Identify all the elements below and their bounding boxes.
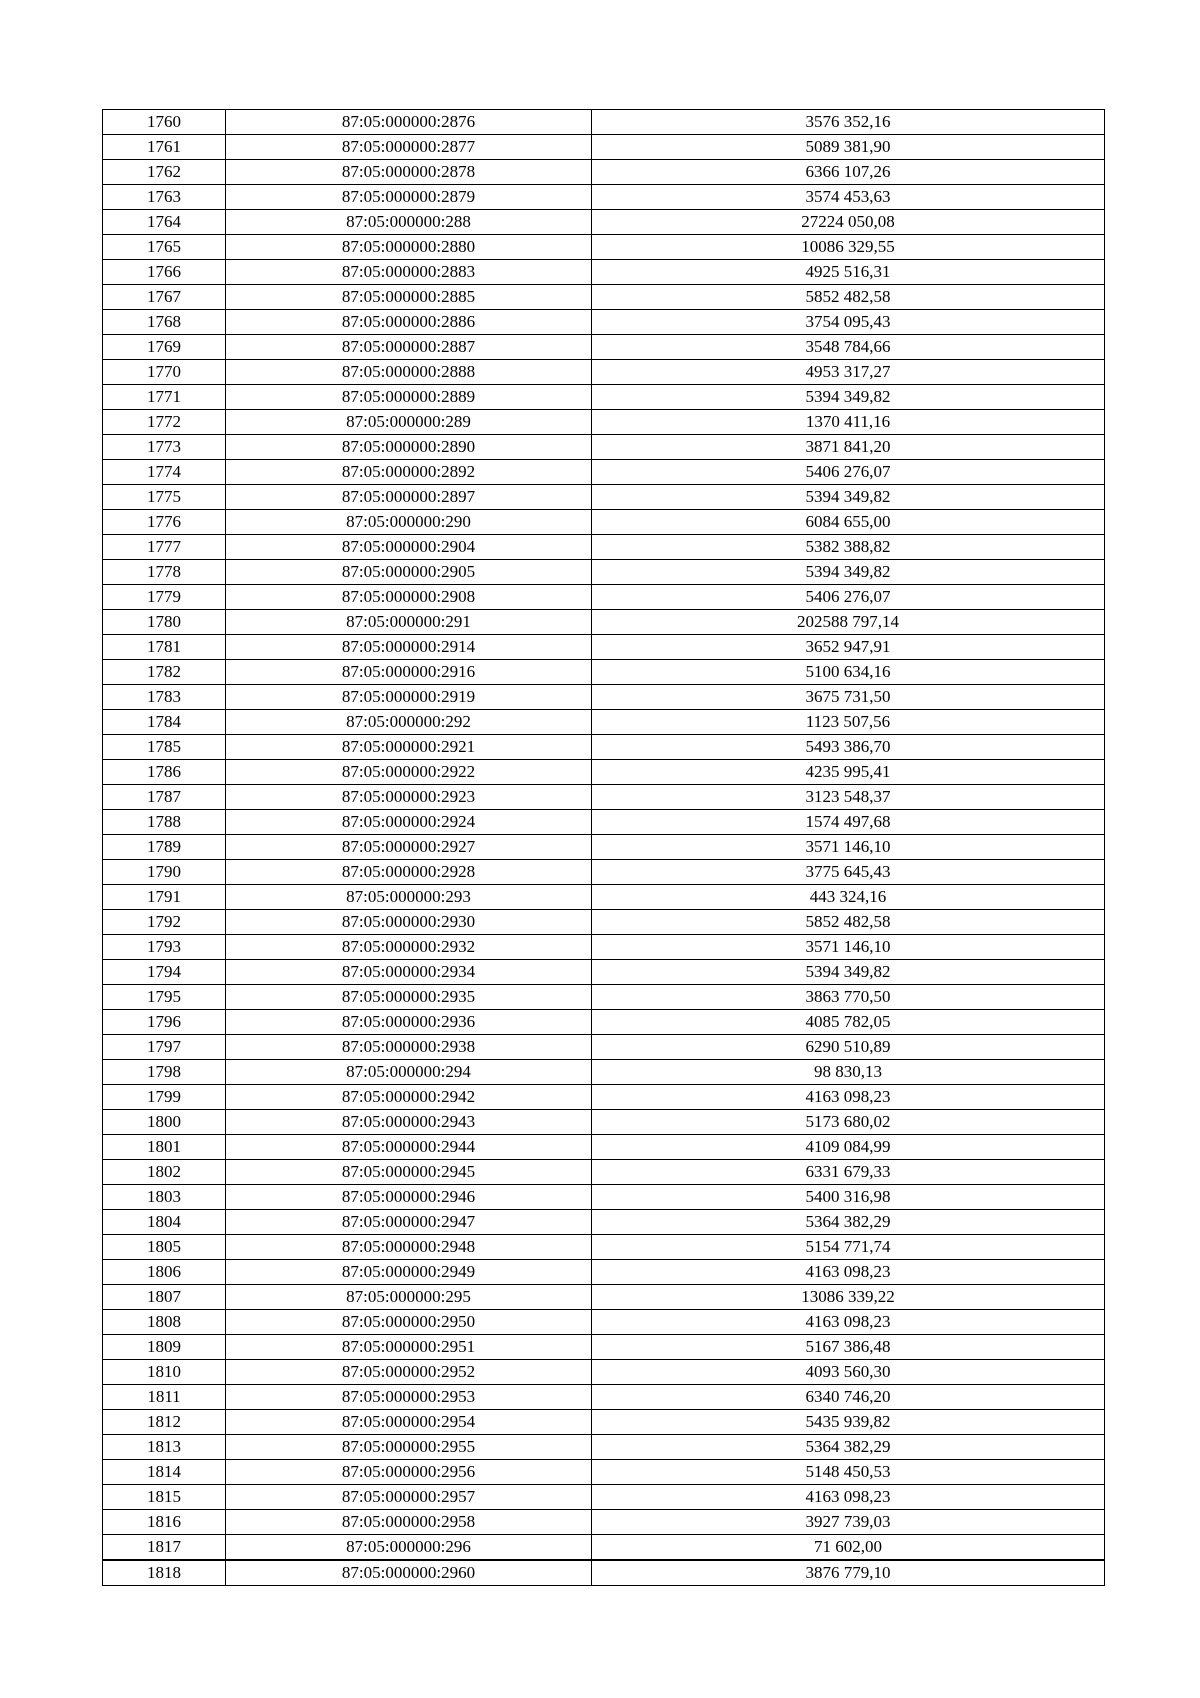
cadastral-value-cell: 3576 352,16 bbox=[592, 110, 1105, 135]
table-row bbox=[103, 1210, 1105, 1235]
row-number-cell: 1788 bbox=[103, 810, 226, 835]
cadastral-number-cell: 87:05:000000:2923 bbox=[226, 785, 592, 810]
table-row bbox=[103, 635, 1105, 660]
row-number-cell: 1794 bbox=[103, 960, 226, 985]
row-number-cell: 1807 bbox=[103, 1285, 226, 1310]
cadastral-number-cell: 87:05:000000:2886 bbox=[226, 310, 592, 335]
cadastral-number-cell: 87:05:000000:2958 bbox=[226, 1510, 592, 1535]
cadastral-number-cell: 87:05:000000:2883 bbox=[226, 260, 592, 285]
row-number-cell: 1800 bbox=[103, 1110, 226, 1135]
cadastral-value-cell: 3863 770,50 bbox=[592, 985, 1105, 1010]
row-number-cell: 1818 bbox=[103, 1560, 226, 1586]
cadastral-number-cell: 87:05:000000:2928 bbox=[226, 860, 592, 885]
cadastral-value-cell: 4109 084,99 bbox=[592, 1135, 1105, 1160]
table-row bbox=[103, 310, 1105, 335]
row-number-cell: 1787 bbox=[103, 785, 226, 810]
cadastral-number-cell: 87:05:000000:2908 bbox=[226, 585, 592, 610]
row-number-cell: 1811 bbox=[103, 1385, 226, 1410]
cadastral-number-cell: 87:05:000000:2932 bbox=[226, 935, 592, 960]
row-number-cell: 1797 bbox=[103, 1035, 226, 1060]
cadastral-value-cell: 4953 317,27 bbox=[592, 360, 1105, 385]
table-row bbox=[103, 1060, 1105, 1085]
table-row bbox=[103, 560, 1105, 585]
row-number-cell: 1774 bbox=[103, 460, 226, 485]
row-number-cell: 1767 bbox=[103, 285, 226, 310]
row-number-cell: 1791 bbox=[103, 885, 226, 910]
cadastral-value-cell: 4235 995,41 bbox=[592, 760, 1105, 785]
cadastral-number-cell: 87:05:000000:2877 bbox=[226, 135, 592, 160]
row-number-cell: 1803 bbox=[103, 1185, 226, 1210]
cadastral-value-cell: 6340 746,20 bbox=[592, 1385, 1105, 1410]
cadastral-number-cell: 87:05:000000:2892 bbox=[226, 460, 592, 485]
row-number-cell: 1780 bbox=[103, 610, 226, 635]
table-row bbox=[103, 1535, 1105, 1561]
cadastral-value-cell: 6290 510,89 bbox=[592, 1035, 1105, 1060]
cadastral-number-cell: 87:05:000000:2948 bbox=[226, 1235, 592, 1260]
cadastral-number-cell: 87:05:000000:2889 bbox=[226, 385, 592, 410]
cadastral-number-cell: 87:05:000000:2930 bbox=[226, 910, 592, 935]
cadastral-number-cell: 87:05:000000:2879 bbox=[226, 185, 592, 210]
row-number-cell: 1770 bbox=[103, 360, 226, 385]
row-number-cell: 1809 bbox=[103, 1335, 226, 1360]
cadastral-value-cell: 3548 784,66 bbox=[592, 335, 1105, 360]
cadastral-value-cell: 6331 679,33 bbox=[592, 1160, 1105, 1185]
cadastral-number-cell: 87:05:000000:2905 bbox=[226, 560, 592, 585]
table-row bbox=[103, 460, 1105, 485]
table-row bbox=[103, 735, 1105, 760]
cadastral-value-cell: 98 830,13 bbox=[592, 1060, 1105, 1085]
row-number-cell: 1766 bbox=[103, 260, 226, 285]
table-row bbox=[103, 585, 1105, 610]
row-number-cell: 1799 bbox=[103, 1085, 226, 1110]
cadastral-value-cell: 5852 482,58 bbox=[592, 910, 1105, 935]
table-row bbox=[103, 960, 1105, 985]
row-number-cell: 1814 bbox=[103, 1460, 226, 1485]
cadastral-number-cell: 87:05:000000:2922 bbox=[226, 760, 592, 785]
row-number-cell: 1801 bbox=[103, 1135, 226, 1160]
cadastral-number-cell: 87:05:000000:2924 bbox=[226, 810, 592, 835]
table-row bbox=[103, 1560, 1105, 1586]
table-row bbox=[103, 685, 1105, 710]
cadastral-number-cell: 87:05:000000:2950 bbox=[226, 1310, 592, 1335]
cadastral-number-cell: 87:05:000000:2936 bbox=[226, 1010, 592, 1035]
cadastral-value-cell: 5364 382,29 bbox=[592, 1210, 1105, 1235]
row-number-cell: 1806 bbox=[103, 1260, 226, 1285]
table-row bbox=[103, 710, 1105, 735]
table-row bbox=[103, 1410, 1105, 1435]
table-row bbox=[103, 660, 1105, 685]
cadastral-value-cell: 5148 450,53 bbox=[592, 1460, 1105, 1485]
cadastral-number-cell: 87:05:000000:2944 bbox=[226, 1135, 592, 1160]
cadastral-value-cell: 5364 382,29 bbox=[592, 1435, 1105, 1460]
cadastral-value-cell: 10086 329,55 bbox=[592, 235, 1105, 260]
cadastral-value-cell: 1574 497,68 bbox=[592, 810, 1105, 835]
cadastral-number-cell: 87:05:000000:293 bbox=[226, 885, 592, 910]
cadastral-value-cell: 3571 146,10 bbox=[592, 835, 1105, 860]
cadastral-value-cell: 3927 739,03 bbox=[592, 1510, 1105, 1535]
table-row bbox=[103, 1510, 1105, 1535]
table-row bbox=[103, 835, 1105, 860]
cadastral-value-cell: 1370 411,16 bbox=[592, 410, 1105, 435]
cadastral-value-cell: 3123 548,37 bbox=[592, 785, 1105, 810]
row-number-cell: 1815 bbox=[103, 1485, 226, 1510]
cadastral-number-cell: 87:05:000000:2880 bbox=[226, 235, 592, 260]
cadastral-value-cell: 5167 386,48 bbox=[592, 1335, 1105, 1360]
cadastral-value-cell: 5394 349,82 bbox=[592, 385, 1105, 410]
cadastral-number-cell: 87:05:000000:2914 bbox=[226, 635, 592, 660]
cadastral-value-cell: 13086 339,22 bbox=[592, 1285, 1105, 1310]
cadastral-number-cell: 87:05:000000:296 bbox=[226, 1535, 592, 1561]
row-number-cell: 1793 bbox=[103, 935, 226, 960]
cadastral-number-cell: 87:05:000000:2942 bbox=[226, 1085, 592, 1110]
row-number-cell: 1802 bbox=[103, 1160, 226, 1185]
row-number-cell: 1763 bbox=[103, 185, 226, 210]
cadastral-number-cell: 87:05:000000:2953 bbox=[226, 1385, 592, 1410]
row-number-cell: 1786 bbox=[103, 760, 226, 785]
row-number-cell: 1772 bbox=[103, 410, 226, 435]
cadastral-number-cell: 87:05:000000:2960 bbox=[226, 1560, 592, 1586]
row-number-cell: 1769 bbox=[103, 335, 226, 360]
table-row bbox=[103, 235, 1105, 260]
cadastral-number-cell: 87:05:000000:2943 bbox=[226, 1110, 592, 1135]
cadastral-value-cell: 3871 841,20 bbox=[592, 435, 1105, 460]
table-row bbox=[103, 260, 1105, 285]
cadastral-value-cell: 1123 507,56 bbox=[592, 710, 1105, 735]
row-number-cell: 1796 bbox=[103, 1010, 226, 1035]
cadastral-number-cell: 87:05:000000:2927 bbox=[226, 835, 592, 860]
row-number-cell: 1804 bbox=[103, 1210, 226, 1235]
cadastral-number-cell: 87:05:000000:2887 bbox=[226, 335, 592, 360]
row-number-cell: 1777 bbox=[103, 535, 226, 560]
table-row bbox=[103, 610, 1105, 635]
cadastral-number-cell: 87:05:000000:294 bbox=[226, 1060, 592, 1085]
row-number-cell: 1798 bbox=[103, 1060, 226, 1085]
table-row bbox=[103, 410, 1105, 435]
cadastral-value-cell: 5394 349,82 bbox=[592, 960, 1105, 985]
table-row bbox=[103, 785, 1105, 810]
table-row bbox=[103, 385, 1105, 410]
table-row bbox=[103, 1260, 1105, 1285]
row-number-cell: 1790 bbox=[103, 860, 226, 885]
row-number-cell: 1810 bbox=[103, 1360, 226, 1385]
row-number-cell: 1761 bbox=[103, 135, 226, 160]
row-number-cell: 1817 bbox=[103, 1535, 226, 1561]
cadastral-value-cell: 5493 386,70 bbox=[592, 735, 1105, 760]
cadastral-value-cell: 3675 731,50 bbox=[592, 685, 1105, 710]
cadastral-value-cell: 6084 655,00 bbox=[592, 510, 1105, 535]
cadastral-number-cell: 87:05:000000:2938 bbox=[226, 1035, 592, 1060]
table-row bbox=[103, 360, 1105, 385]
table-row bbox=[103, 485, 1105, 510]
cadastral-value-cell: 3754 095,43 bbox=[592, 310, 1105, 335]
row-number-cell: 1816 bbox=[103, 1510, 226, 1535]
cadastral-value-cell: 4163 098,23 bbox=[592, 1085, 1105, 1110]
table-row bbox=[103, 810, 1105, 835]
cadastral-value-cell: 5089 381,90 bbox=[592, 135, 1105, 160]
row-number-cell: 1762 bbox=[103, 160, 226, 185]
cadastral-number-cell: 87:05:000000:2951 bbox=[226, 1335, 592, 1360]
row-number-cell: 1773 bbox=[103, 435, 226, 460]
cadastral-number-cell: 87:05:000000:2935 bbox=[226, 985, 592, 1010]
row-number-cell: 1775 bbox=[103, 485, 226, 510]
cadastral-value-cell: 5154 771,74 bbox=[592, 1235, 1105, 1260]
cadastral-value-cell: 5852 482,58 bbox=[592, 285, 1105, 310]
row-number-cell: 1776 bbox=[103, 510, 226, 535]
table-row bbox=[103, 335, 1105, 360]
cadastral-value-cell: 3574 453,63 bbox=[592, 185, 1105, 210]
table-row bbox=[103, 210, 1105, 235]
table-row bbox=[103, 510, 1105, 535]
cadastral-value-cell: 5406 276,07 bbox=[592, 460, 1105, 485]
table-row bbox=[103, 1160, 1105, 1185]
cadastral-number-cell: 87:05:000000:2956 bbox=[226, 1460, 592, 1485]
row-number-cell: 1778 bbox=[103, 560, 226, 585]
cadastral-number-cell: 87:05:000000:2945 bbox=[226, 1160, 592, 1185]
table-row bbox=[103, 1235, 1105, 1260]
row-number-cell: 1779 bbox=[103, 585, 226, 610]
cadastral-number-cell: 87:05:000000:2919 bbox=[226, 685, 592, 710]
table-row bbox=[103, 1010, 1105, 1035]
cadastral-value-cell: 202588 797,14 bbox=[592, 610, 1105, 635]
cadastral-number-cell: 87:05:000000:2876 bbox=[226, 110, 592, 135]
table-body bbox=[103, 110, 1105, 1586]
cadastral-value-cell: 6366 107,26 bbox=[592, 160, 1105, 185]
table-row bbox=[103, 1110, 1105, 1135]
cadastral-value-cell: 5100 634,16 bbox=[592, 660, 1105, 685]
cadastral-number-cell: 87:05:000000:295 bbox=[226, 1285, 592, 1310]
table-row bbox=[103, 1485, 1105, 1510]
row-number-cell: 1805 bbox=[103, 1235, 226, 1260]
cadastral-value-cell: 4085 782,05 bbox=[592, 1010, 1105, 1035]
cadastral-number-cell: 87:05:000000:2947 bbox=[226, 1210, 592, 1235]
table-row bbox=[103, 435, 1105, 460]
cadastral-number-cell: 87:05:000000:292 bbox=[226, 710, 592, 735]
table-row bbox=[103, 985, 1105, 1010]
cadastral-value-cell: 5382 388,82 bbox=[592, 535, 1105, 560]
cadastral-number-cell: 87:05:000000:289 bbox=[226, 410, 592, 435]
table-row bbox=[103, 1310, 1105, 1335]
cadastral-number-cell: 87:05:000000:2916 bbox=[226, 660, 592, 685]
cadastral-value-cell: 27224 050,08 bbox=[592, 210, 1105, 235]
table-row bbox=[103, 1335, 1105, 1360]
cadastral-number-cell: 87:05:000000:2904 bbox=[226, 535, 592, 560]
table-row bbox=[103, 1460, 1105, 1485]
row-number-cell: 1808 bbox=[103, 1310, 226, 1335]
cadastral-value-cell: 3876 779,10 bbox=[592, 1560, 1105, 1586]
table-row bbox=[103, 1035, 1105, 1060]
table-row bbox=[103, 1285, 1105, 1310]
cadastral-number-cell: 87:05:000000:288 bbox=[226, 210, 592, 235]
table-row bbox=[103, 1385, 1105, 1410]
row-number-cell: 1760 bbox=[103, 110, 226, 135]
table-row bbox=[103, 160, 1105, 185]
cadastral-number-cell: 87:05:000000:2949 bbox=[226, 1260, 592, 1285]
row-number-cell: 1812 bbox=[103, 1410, 226, 1435]
cadastral-number-cell: 87:05:000000:2897 bbox=[226, 485, 592, 510]
cadastral-value-cell: 5173 680,02 bbox=[592, 1110, 1105, 1135]
cadastral-value-cell: 5406 276,07 bbox=[592, 585, 1105, 610]
cadastral-value-cell: 4163 098,23 bbox=[592, 1485, 1105, 1510]
table-row bbox=[103, 935, 1105, 960]
row-number-cell: 1765 bbox=[103, 235, 226, 260]
cadastral-number-cell: 87:05:000000:2955 bbox=[226, 1435, 592, 1460]
cadastral-value-cell: 3652 947,91 bbox=[592, 635, 1105, 660]
cadastral-value-cell: 71 602,00 bbox=[592, 1535, 1105, 1561]
cadastral-number-cell: 87:05:000000:2890 bbox=[226, 435, 592, 460]
cadastral-number-cell: 87:05:000000:2952 bbox=[226, 1360, 592, 1385]
row-number-cell: 1784 bbox=[103, 710, 226, 735]
cadastral-value-cell: 5435 939,82 bbox=[592, 1410, 1105, 1435]
cadastral-number-cell: 87:05:000000:2934 bbox=[226, 960, 592, 985]
table-row bbox=[103, 1085, 1105, 1110]
row-number-cell: 1795 bbox=[103, 985, 226, 1010]
cadastral-number-cell: 87:05:000000:2921 bbox=[226, 735, 592, 760]
table-row bbox=[103, 860, 1105, 885]
table-row bbox=[103, 1135, 1105, 1160]
row-number-cell: 1782 bbox=[103, 660, 226, 685]
table-row bbox=[103, 285, 1105, 310]
cadastral-value-cell: 4163 098,23 bbox=[592, 1260, 1105, 1285]
row-number-cell: 1783 bbox=[103, 685, 226, 710]
table-row bbox=[103, 885, 1105, 910]
cadastral-value-cell: 5394 349,82 bbox=[592, 485, 1105, 510]
cadastral-value-cell: 4163 098,23 bbox=[592, 1310, 1105, 1335]
cadastral-number-cell: 87:05:000000:2954 bbox=[226, 1410, 592, 1435]
row-number-cell: 1792 bbox=[103, 910, 226, 935]
cadastral-number-cell: 87:05:000000:2878 bbox=[226, 160, 592, 185]
row-number-cell: 1764 bbox=[103, 210, 226, 235]
table-row bbox=[103, 1360, 1105, 1385]
cadastral-value-cell: 4925 516,31 bbox=[592, 260, 1105, 285]
cadastral-value-table bbox=[102, 109, 1105, 1586]
cadastral-value-cell: 4093 560,30 bbox=[592, 1360, 1105, 1385]
row-number-cell: 1789 bbox=[103, 835, 226, 860]
table-row bbox=[103, 910, 1105, 935]
row-number-cell: 1781 bbox=[103, 635, 226, 660]
row-number-cell: 1768 bbox=[103, 310, 226, 335]
cadastral-number-cell: 87:05:000000:290 bbox=[226, 510, 592, 535]
table-row bbox=[103, 1185, 1105, 1210]
cadastral-number-cell: 87:05:000000:291 bbox=[226, 610, 592, 635]
table-row bbox=[103, 110, 1105, 135]
cadastral-value-cell: 443 324,16 bbox=[592, 885, 1105, 910]
table-row bbox=[103, 535, 1105, 560]
cadastral-value-cell: 3775 645,43 bbox=[592, 860, 1105, 885]
row-number-cell: 1813 bbox=[103, 1435, 226, 1460]
table-row bbox=[103, 185, 1105, 210]
table-row bbox=[103, 760, 1105, 785]
row-number-cell: 1785 bbox=[103, 735, 226, 760]
row-number-cell: 1771 bbox=[103, 385, 226, 410]
table-row bbox=[103, 1435, 1105, 1460]
cadastral-number-cell: 87:05:000000:2888 bbox=[226, 360, 592, 385]
cadastral-value-cell: 3571 146,10 bbox=[592, 935, 1105, 960]
cadastral-value-cell: 5394 349,82 bbox=[592, 560, 1105, 585]
cadastral-number-cell: 87:05:000000:2957 bbox=[226, 1485, 592, 1510]
cadastral-value-cell: 5400 316,98 bbox=[592, 1185, 1105, 1210]
cadastral-number-cell: 87:05:000000:2946 bbox=[226, 1185, 592, 1210]
table-row bbox=[103, 135, 1105, 160]
cadastral-number-cell: 87:05:000000:2885 bbox=[226, 285, 592, 310]
